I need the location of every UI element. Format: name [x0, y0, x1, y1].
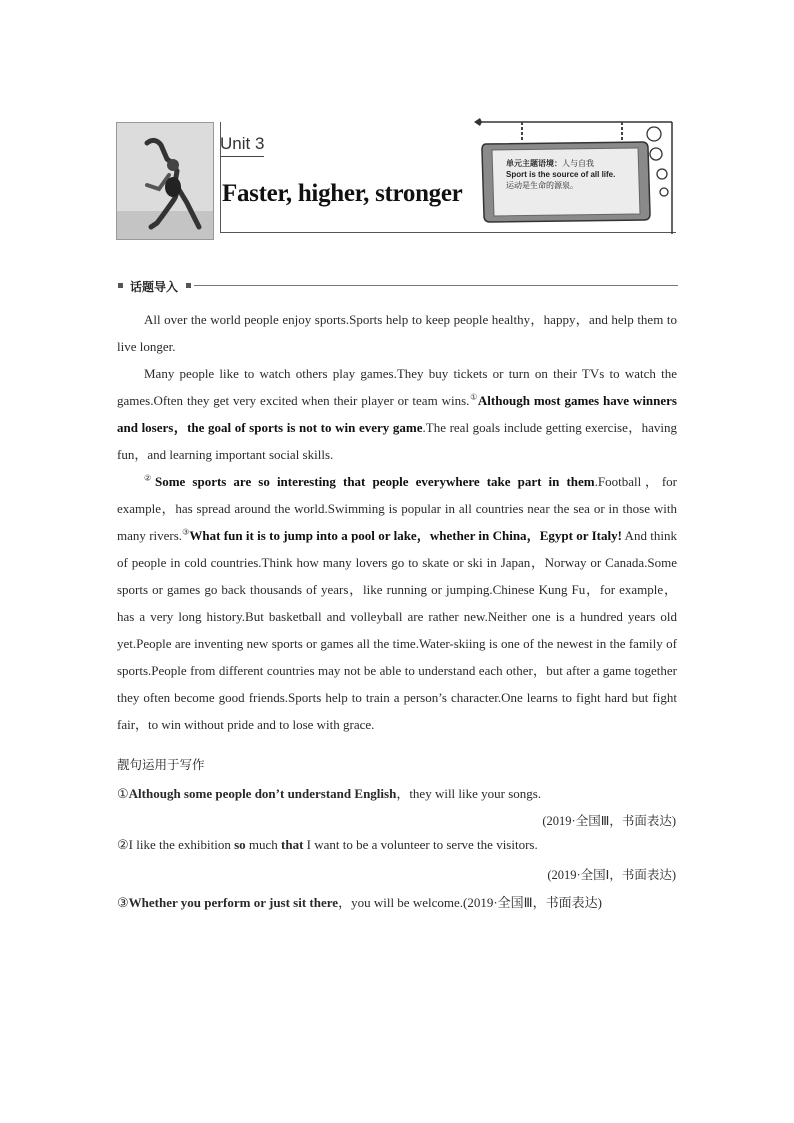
note-marker-3: ③ [182, 527, 190, 537]
gymnast-illustration [117, 123, 213, 239]
example-sentence-3 [117, 892, 677, 911]
example-sentence-2 [117, 837, 677, 853]
paragraph-3-rest: And think of people in cold countries.Think how many lovers go to skate or ski in Japan，Norway or Canada.Some sports or games go back thousands of years，like running or jumping.Chinese Kung Fu，for example，has a very long history.But basketball and volleyball are rather new.Neither one is a hundred years old yet.People are inventing new sports or games all the time.Water-skiing is one of the newest in the family of sports.People from different countries may not be able to understand each other，but after a game together they often become good friends.Sports help to train a person’s character.One learns to fight hard but fight fair，to win without pride and to lose with grace. [117, 528, 677, 732]
example-3-marker: ③ [117, 895, 129, 910]
example-3-rest: ，you will be welcome.(2019·全国Ⅲ，书面表达) [338, 895, 602, 910]
paragraph-3 [117, 468, 677, 738]
example-2-marker: ② [117, 837, 129, 852]
unit-underline [220, 156, 264, 157]
example-2-source: (2019·全国Ⅰ，书面表达) [547, 868, 676, 882]
section-title: 话题导入 [130, 280, 179, 294]
sign-theme-label: 单元主题语境： [506, 159, 562, 168]
example-sentence-1 [117, 783, 677, 802]
square-bullet-icon [186, 283, 191, 288]
sign-theme-value: 人与自我 [562, 159, 594, 168]
key-sentence-1: Although most games have winners and losers，the goal of sports is not to win every game [117, 393, 677, 435]
unit-number: Unit 3 [220, 134, 265, 153]
section-header [118, 278, 678, 294]
example-2-part-a: I like the exhibition [128, 837, 235, 852]
sign-chinese-motto: 运动是生命的源泉。 [506, 181, 578, 190]
gymnast-photo [116, 122, 214, 240]
paragraph-3-middle: .Football，for example，has spread around the world.Swimming is popular in all countries near the sea or in those with many rivers. [117, 474, 678, 543]
paragraph-2 [117, 360, 677, 468]
paragraph-2-intro: Many people like to watch others play games.They buy tickets or turn on their TVs to watch the games.Often they get very excited when their player or team wins. [117, 366, 677, 408]
key-sentence-2: Some sports are so interesting that people everywhere take part in them [155, 474, 595, 489]
section-rule [194, 285, 678, 286]
example-2-part-c: much [245, 837, 282, 852]
unit-title: Faster, higher, stronger [222, 180, 463, 207]
paragraph-2-rest: .The real goals include getting exercise，having fun，and learning important social skills. [117, 420, 677, 462]
example-1-source: (2019·全国Ⅲ，书面表达) [542, 814, 676, 828]
note-marker-2: ② [144, 473, 155, 483]
key-sentence-3: What fun it is to jump into a pool or lake，whether in China，Egypt or Italy! [189, 528, 622, 543]
paragraph-1: All over the world people enjoy sports.Sports help to keep people healthy，happy，and help them to live longer. [117, 312, 677, 354]
note-marker-1: ① [469, 392, 478, 402]
sign-theme-line [506, 158, 636, 169]
reading-passage [117, 306, 677, 738]
example-2-so: so [234, 837, 246, 852]
sign-text [506, 158, 636, 191]
square-bullet-icon [118, 283, 123, 288]
example-1-key: Although some people don’t understand English [128, 786, 397, 801]
example-2-that: that [281, 837, 304, 852]
example-3-key: Whether you perform or just sit there [128, 895, 339, 910]
example-1-rest: ，they will like your songs. [396, 786, 542, 801]
unit-banner [116, 118, 676, 236]
example-1-marker: ① [117, 786, 129, 801]
writing-subheading: 靓句运用于写作 [117, 757, 205, 772]
example-2-part-e: I want to be a volunteer to serve the visitors. [303, 837, 538, 852]
sign-english-motto: Sport is the source of all life. [506, 170, 616, 179]
